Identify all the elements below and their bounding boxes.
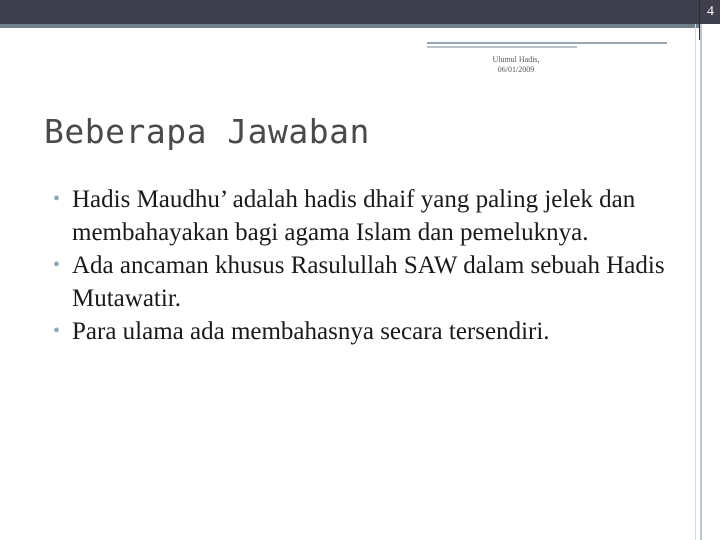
bullet-icon: •: [53, 188, 61, 210]
bullet-item: [50, 315, 690, 348]
meta-date: 06/01/2009: [497, 65, 535, 74]
right-border-bar: [700, 24, 702, 540]
bullet-item: [50, 183, 690, 249]
slide-title: Beberapa Jawaban: [44, 112, 370, 151]
right-border-line: [695, 24, 696, 540]
top-band-accent: [0, 24, 700, 28]
bullet-item: [50, 249, 690, 315]
header-accent-line-short: [427, 46, 577, 48]
bullet-icon: •: [53, 320, 61, 342]
page-number: 4: [707, 4, 714, 19]
bullet-text: Ada ancaman khusus Rasulullah SAW dalam sebuah Hadis Mutawatir.: [72, 252, 665, 312]
top-band: [0, 0, 720, 24]
meta-course: Ulumul Hadis,: [492, 55, 540, 64]
bullet-text: Para ulama ada membahasnya secara tersendiri.: [72, 318, 550, 345]
bullet-icon: •: [53, 254, 61, 276]
slide-meta: [446, 55, 586, 75]
bullet-text: Hadis Maudhu’ adalah hadis dhaif yang paling jelek dan membahayakan bagi agama Islam dan pemeluknya.: [72, 186, 636, 246]
bullet-list: [50, 183, 690, 348]
header-accent-line: [427, 42, 667, 44]
